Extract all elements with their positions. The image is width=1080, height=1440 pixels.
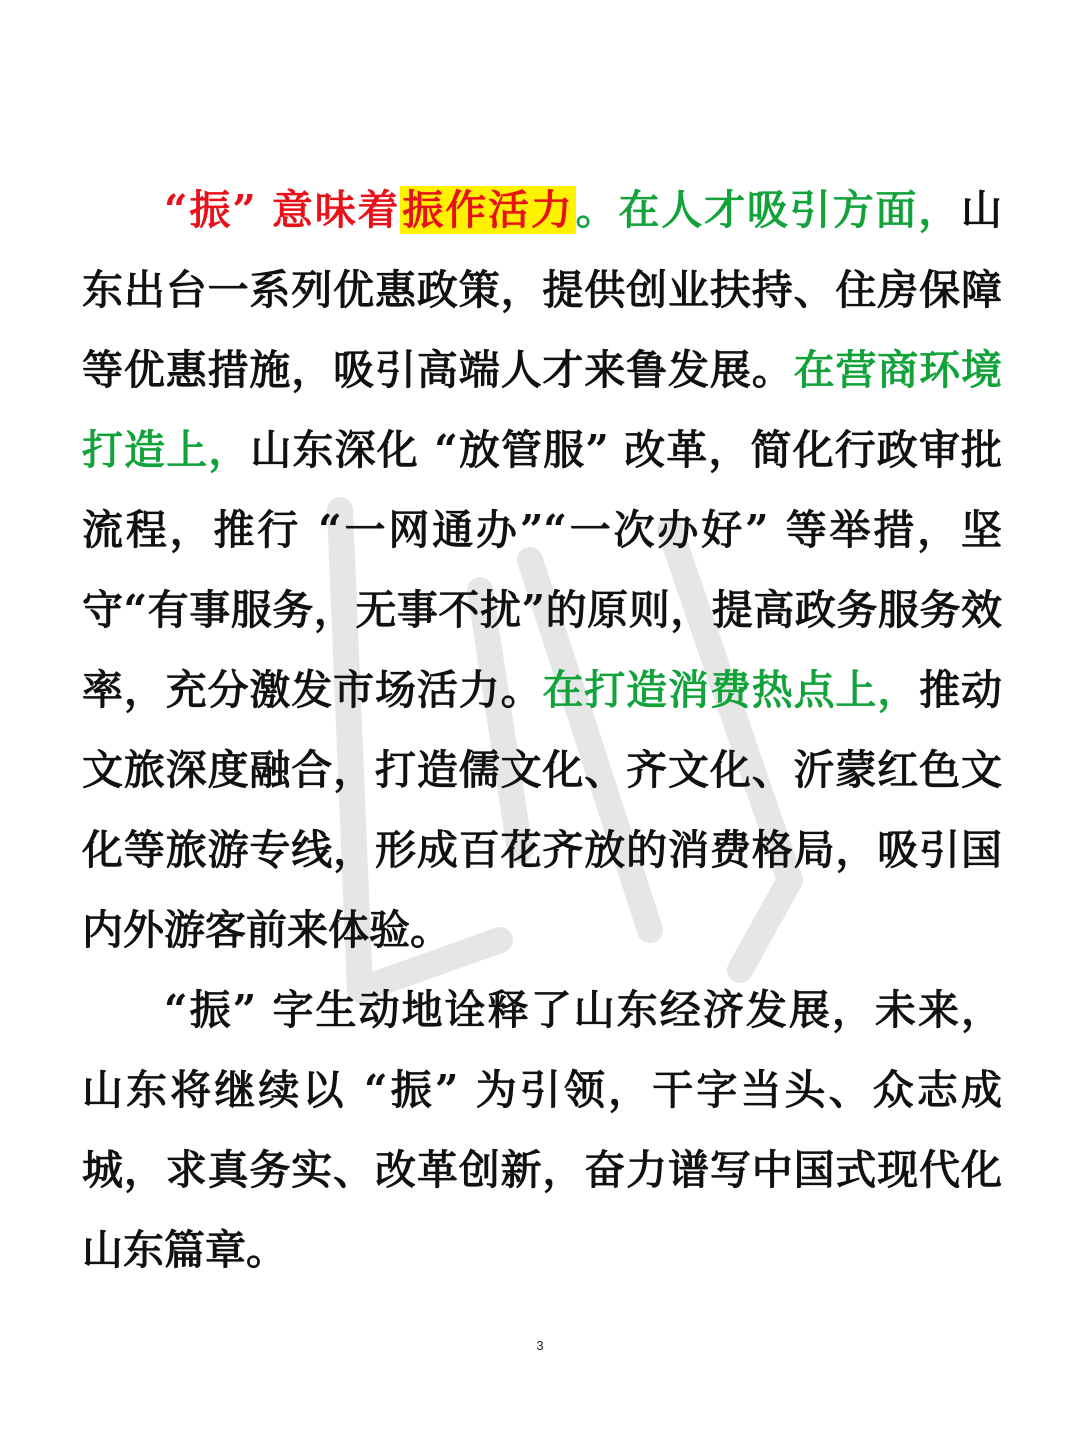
heading-talent: 在人才吸引方面， (618, 186, 962, 234)
text-talent: 山东出台一系列优惠政策，提供创业扶持、住房保障等优惠措施，吸引高端人才来鲁发展。 (82, 186, 1003, 394)
highlighted-phrase: 振作活力 (402, 186, 574, 234)
punctuation-mark: 。 (575, 186, 619, 234)
quoted-character: “振” (164, 186, 256, 234)
paragraph-zhen-vitality (82, 170, 1002, 970)
intro-phrase: 意味着 (271, 186, 401, 234)
paragraph-conclusion (82, 970, 1002, 1290)
conclusion-text: “振” 字生动地诠释了山东经济发展，未来，山东将继续以 “振” 为引领，干字当头、众志成城，求真务实、改革创新，奋力谱写中国式现代化山东篇章。 (82, 986, 1002, 1274)
heading-business: 在营商环境打造上， (82, 346, 1003, 474)
text-business: 山东深化 “放管服” 改革，简化行政审批流程，推行 “一网通办”“一次办好” 等举措，坚守“有事服务，无事不扰”的原则，提高政务服务效率，充分激发市场活力。 (82, 426, 1003, 714)
article-body (82, 170, 1002, 1290)
text-consumption: 推动文旅深度融合，打造儒文化、齐文化、沂蒙红色文化等旅游专线，形成百花齐放的消费格局，吸引国内外游客前来体验。 (82, 666, 1003, 954)
heading-consumption: 在打造消费热点上， (542, 666, 920, 714)
page-number: 3 (536, 1338, 544, 1353)
